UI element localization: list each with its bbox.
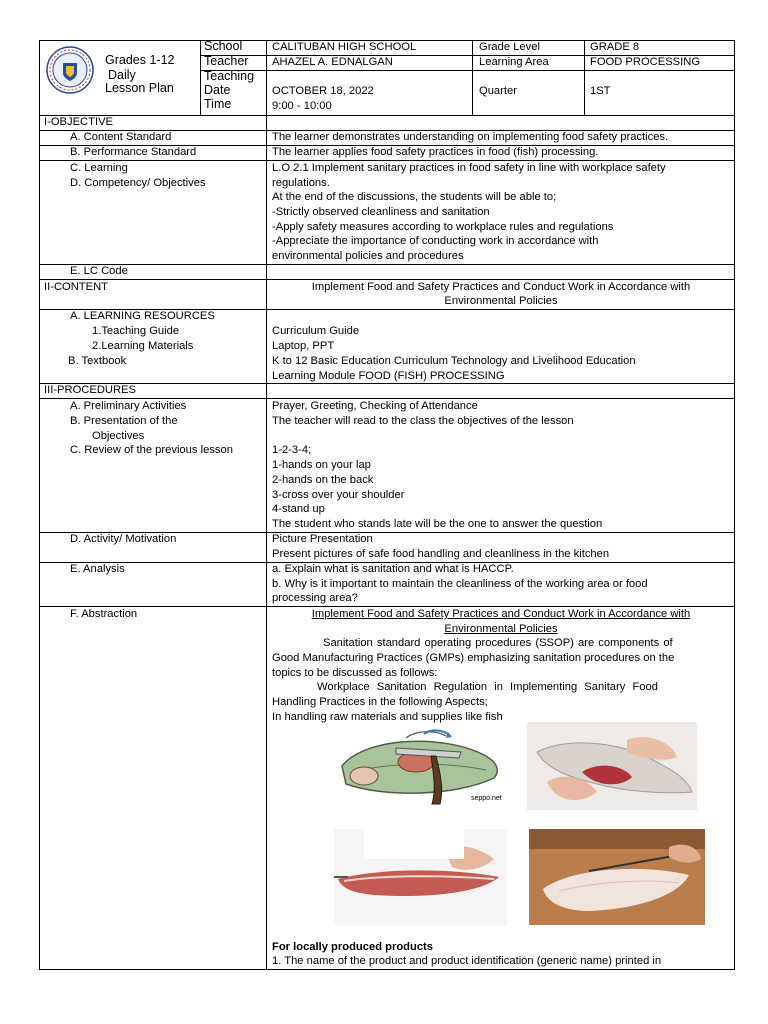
competency-label: D. Competency/ Objectives: [70, 177, 206, 189]
review-label: C. Review of the previous lesson: [70, 444, 233, 456]
activity-line: Present pictures of safe food handling and cleanliness in the kitchen: [272, 548, 610, 560]
fish-fillet-board-photo: [529, 829, 705, 925]
activity-line: Picture Presentation: [272, 533, 373, 545]
objective-line: -Apply safety measures according to workplace rules and regulations: [272, 221, 614, 233]
table-border-right: [734, 40, 735, 970]
learning-materials-label: 2.Learning Materials: [92, 340, 194, 352]
learning-materials-value: Laptop, PPT: [272, 340, 335, 352]
teacher-label: Teacher: [204, 54, 249, 68]
objective-line: L.O 2.1 Implement sanitary practices in food safety in line with workplace safety: [272, 162, 666, 174]
main-column-divider: [266, 40, 267, 970]
presentation-label-line-1: B. Presentation of the: [70, 415, 178, 427]
image-credit: seppo.net: [471, 795, 502, 802]
abstraction-paragraph-line: Sanitation standard operating procedures (SSOP) are components of: [323, 637, 673, 649]
content-heading: II-CONTENT: [44, 281, 109, 293]
review-line: 1-hands on your lap: [272, 459, 371, 471]
abstraction-paragraph-line: Handling Practices in the following Aspects;: [272, 696, 488, 708]
presentation-value: The teacher will read to the class the objectives of the lesson: [272, 415, 574, 427]
abstraction-paragraph-line: Workplace Sanitation Regulation in Implementing Sanitary Food: [317, 681, 658, 693]
header-divider: [200, 40, 201, 115]
review-line: 4-stand up: [272, 503, 325, 515]
review-line: 1-2-3-4;: [272, 444, 312, 456]
objective-line: environmental policies and procedures: [272, 250, 464, 262]
learning-label: C. Learning: [70, 162, 128, 174]
header-row-line: [200, 70, 735, 71]
plan-title-line-2: Daily: [108, 68, 136, 82]
objective-line: -Appreciate the importance of conducting work in accordance with: [272, 235, 599, 247]
preliminary-activities-label: A. Preliminary Activities: [70, 400, 187, 412]
analysis-line: a. Explain what is sanitation and what is HACCP.: [272, 563, 514, 575]
abstraction-title-line-2: Environmental Policies: [444, 623, 558, 635]
learning-area-value: FOOD PROCESSING: [590, 56, 701, 68]
review-line: 2-hands on the back: [272, 474, 374, 486]
quarter-value: 1ST: [590, 85, 611, 97]
date-label-3: Time: [204, 97, 232, 111]
date-label-1: Teaching: [204, 69, 255, 83]
review-line: 3-cross over your shoulder: [272, 489, 405, 501]
quarter-label: Quarter: [479, 85, 517, 97]
abstraction-label: F. Abstraction: [70, 608, 138, 620]
date-value: OCTOBER 18, 2022: [272, 85, 374, 97]
presentation-label-line-2: Objectives: [92, 430, 145, 442]
content-title-line-1: Implement Food and Safety Practices and Conduct Work in Accordance with: [311, 281, 691, 293]
objective-line: -Strictly observed cleanliness and sanitation: [272, 206, 490, 218]
performance-standard-value: The learner applies food safety practices in food (fish) processing.: [272, 146, 599, 158]
plan-title-line-1: Grades 1-12: [105, 53, 175, 67]
plan-title-line-3: Lesson Plan: [105, 81, 174, 95]
textbook-label: B. Textbook: [68, 355, 127, 367]
preliminary-activities-value: Prayer, Greeting, Checking of Attendance: [272, 400, 478, 412]
deped-seal-logo: [46, 46, 94, 94]
procedures-heading: III-PROCEDURES: [44, 384, 136, 396]
fish-cleaning-photo: [527, 722, 697, 810]
teacher-value: AHAZEL A. EDNALGAN: [272, 56, 393, 68]
performance-standard-label: B. Performance Standard: [70, 146, 197, 158]
header-divider: [472, 40, 473, 115]
abstraction-paragraph-line: Good Manufacturing Practices (GMPs) emphasizing sanitation procedures on the: [272, 652, 675, 664]
learning-resources-label: A. LEARNING RESOURCES: [70, 310, 215, 322]
grade-level-value: GRADE 8: [590, 41, 640, 53]
table-border-bottom: [39, 969, 735, 970]
abstraction-paragraph-line: topics to be discussed as follows:: [272, 667, 438, 679]
content-title-line-2: Environmental Policies: [444, 295, 558, 307]
objective-heading: I-OBJECTIVE: [44, 116, 113, 128]
date-label-2: Date: [204, 83, 231, 97]
local-products-heading: For locally produced products: [272, 941, 433, 953]
teaching-guide-value: Curriculum Guide: [272, 325, 360, 337]
learning-area-label: Learning Area: [479, 56, 549, 68]
section-line: [39, 115, 735, 116]
analysis-line: b. Why is it important to maintain the cleanliness of the working area or food: [272, 578, 648, 590]
local-products-line: 1. The name of the product and product identification (generic name) printed in: [272, 955, 662, 967]
time-value: 9:00 - 10:00: [272, 100, 332, 112]
activity-motivation-label: D. Activity/ Motivation: [70, 533, 177, 545]
row-line: [39, 264, 735, 265]
objective-line: regulations.: [272, 177, 330, 189]
header-divider: [584, 40, 585, 115]
grade-level-label: Grade Level: [479, 41, 540, 53]
objective-line: At the end of the discussions, the students will be able to;: [272, 191, 557, 203]
review-line: The student who stands late will be the one to answer the question: [272, 518, 603, 530]
textbook-value-line-2: Learning Module FOOD (FISH) PROCESSING: [272, 370, 505, 382]
content-standard-value: The learner demonstrates understanding on implementing food safety practices.: [272, 131, 669, 143]
abstraction-title-line-1: Implement Food and Safety Practices and Conduct Work in Accordance with: [311, 608, 691, 620]
fish-filleting-photo: [334, 829, 507, 926]
analysis-line: processing area?: [272, 592, 358, 604]
content-standard-label: A. Content Standard: [70, 131, 172, 143]
abstraction-paragraph-line: In handling raw materials and supplies like fish: [272, 711, 503, 723]
lc-code-label: E. LC Code: [70, 265, 128, 277]
table-border-left: [39, 40, 40, 970]
analysis-label: E. Analysis: [70, 563, 125, 575]
fish-gutting-illustration: [336, 726, 504, 809]
textbook-value-line-1: K to 12 Basic Education Curriculum Technology and Livelihood Education: [272, 355, 636, 367]
teaching-guide-label: 1.Teaching Guide: [92, 325, 180, 337]
school-value: CALITUBAN HIGH SCHOOL: [272, 41, 417, 53]
school-label: School: [204, 39, 243, 53]
